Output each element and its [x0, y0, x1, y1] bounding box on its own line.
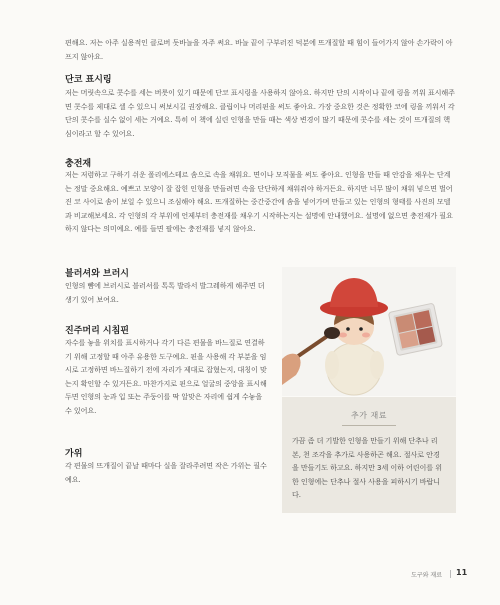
- section-body-stitch-marker: 저는 머릿속으로 콧수를 세는 버릇이 있기 때문에 단코 표시링을 사용하지 않아요. 하지만 단의 시작이나 끝에 링을 끼워 표시해주면 콧수를 제대로 셀 수 있으니 써보시길 권장해요. 클립이나 머리핀을 써도 좋아요. 가장 중요한 것은 정확한 코에 링을 끼워서 각 단의 콧수를 실수 없이 세는 거예요. 특히 이 책에 실린 인형을 만들 때는 색상 변경이 많기 때문에 콧수를 세는 것이 뜨개질의 핵심이라고 할 수 있어요.: [65, 88, 455, 138]
- section-body-blush: 인형의 뺨에 브러시로 블러셔를 톡톡 발라서 발그레하게 해주면 더 생기 있어 보여요.: [65, 281, 265, 304]
- footer-divider: [450, 570, 451, 578]
- section-body-pins: 자수를 놓을 위치를 표시하거나 각기 다른 편물을 바느질로 연결하기 위해 고정할 때 아주 유용한 도구예요. 핀을 사용해 각 부분을 임시로 고정하면 바느질하기 전에 자리가 제대로 잡혔는지, 대칭이 맞는지 확인할 수 있거든요. 마찬가지로 핀으로 얼굴의 중앙을 표시해두면 인형의 눈과 입 또는 주둥이를 딱 알맞은 자리에 쉽게 수놓을 수 있어요.: [65, 338, 267, 415]
- section-title-stitch-marker: 단코 표시링: [65, 75, 112, 85]
- section-title-blush: 블러셔와 브러시: [65, 269, 129, 279]
- section-body-scissors: 각 편물의 뜨개질이 끝날 때마다 실을 잘라주려면 작은 가위는 필수예요.: [65, 461, 267, 484]
- doll-blush-photo: [282, 267, 456, 396]
- sidebar-body: 가끔 좀 더 기발한 인형을 만들기 위해 단추나 리본, 천 조각을 추가로 사용하곤 해요. 절사로 안경을 만들기도 하고요. 하지만 3세 이하 어린이를 위한 인형에는 단추나 절사 사용을 피하시기 바랍니다.: [292, 436, 442, 499]
- page-number: 11: [456, 568, 468, 577]
- sidebar-divider: [342, 425, 396, 426]
- intro-paragraph: 편해요. 저는 아주 실용적인 클로버 돗바늘을 자주 써요. 바늘 끝이 구부러진 덕분에 뜨개질할 때 힘이 들어가지 않아 손가락이 아프지 않아요.: [65, 38, 453, 61]
- section-title-pins: 진주머리 시침핀: [65, 326, 129, 336]
- sidebar-box-extra-materials: [282, 397, 456, 513]
- sidebar-title: 추가 재료: [351, 411, 387, 420]
- running-footer-label: 도구와 재료: [411, 572, 442, 579]
- section-body-stuffing: 저는 저렴하고 구하기 쉬운 폴리에스테르 솜으로 속을 채워요. 면이나 모직물을 써도 좋아요. 인형을 만들 때 안감을 채우는 단계는 정말 중요해요. 예쁘고 모양이 잘 잡힌 인형을 만들려면 속을 단단하게 채워줘야 하거든요. 하지만 너무 많이 채워 넣으면 벌어진 코 사이로 솜이 보일 수 있으니 조심해야 해요. 뜨개질하는 중간중간에 솜을 넣어가며 만들고 있는 인형의 형태를 사진의 모델과 비교해보세요. 각 인형의 각 부위에 언제부터 충전재를 채우기 시작하는지는 설명에 안내했어요. 설명에 없으면 충전재가 필요하지 않다는 의미예요. 예를 들면 팔에는 충전재를 넣지 않아요.: [65, 170, 453, 234]
- section-title-stuffing: 충전재: [65, 159, 92, 169]
- section-title-scissors: 가위: [65, 449, 83, 459]
- crochet-doll-with-blush-brush-icon: [282, 267, 456, 396]
